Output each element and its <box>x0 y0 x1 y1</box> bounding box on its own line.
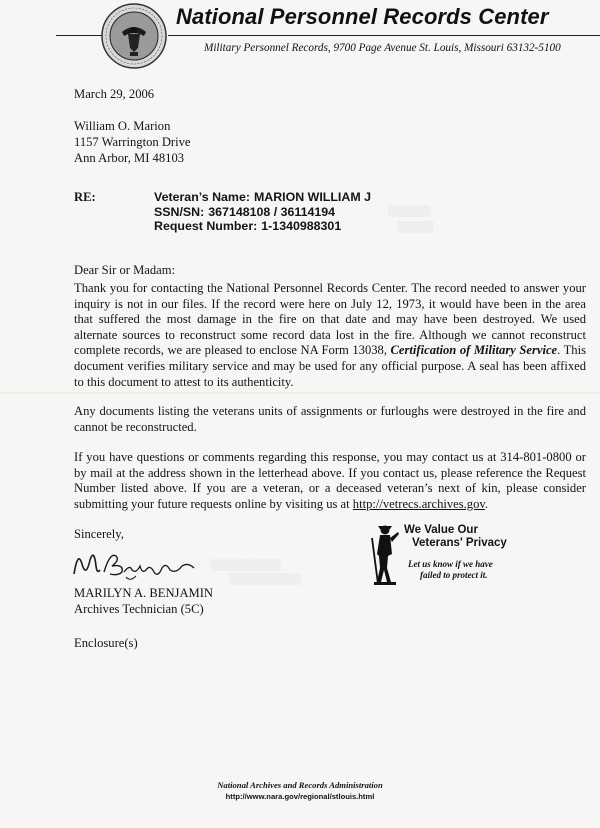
letterhead-address: Military Personnel Records, 9700 Page Avenue St. Louis, Missouri 63132-5100 <box>204 42 561 54</box>
re-veteran-name: Veteran’s Name: MARION WILLIAM J <box>154 190 371 204</box>
privacy-badge <box>368 524 538 588</box>
scan-artifact: ▒▒▒▒▒▒▒▒▒▒ <box>230 574 301 585</box>
handwritten-signature <box>70 544 200 582</box>
footer-org: National Archives and Records Administration <box>217 780 383 790</box>
seal-icon <box>100 2 168 70</box>
scan-artifact: ▒▒▒▒▒ <box>398 222 434 233</box>
closing: Sincerely, <box>74 527 124 541</box>
paper-fold <box>0 392 600 395</box>
minuteman-icon <box>368 524 400 586</box>
paragraph-3: If you have questions or comments regarding this response, you may contact us at 314-801-0800 or by mail at the address shown in the letterhead above. If you contact us, please reference the Request Number listed above. If you are a veteran, or a deceased veteran’s next of kin, please consider submitting your future requests online by visiting us at http://vetrecs.archives.gov. <box>74 450 586 511</box>
privacy-subtitle: Let us know if we have failed to protect it. <box>408 559 493 580</box>
privacy-title: We Value Our Veterans' Privacy <box>404 524 507 549</box>
scan-artifact: ▒▒▒▒▒▒ <box>388 206 431 217</box>
re-request-number: Request Number: 1-1340988301 <box>154 219 342 233</box>
letterhead-title: National Personnel Records Center <box>176 4 549 29</box>
paragraph-2: Any documents listing the veterans units of assignments or furloughs were destroyed in the fire and cannot be reconstructed. <box>74 404 586 434</box>
re-details <box>154 190 371 234</box>
vetrecs-link[interactable]: http://vetrecs.archives.gov <box>352 496 485 511</box>
recipient-street: 1157 Warrington Drive <box>74 135 191 149</box>
paragraph-1: Thank you for contacting the National Personnel Records Center. The record needed to answer your inquiry is not in our files. If the record were here on July 12, 1973, it would have been in the area that suffered the most damage in the fire on that date and may have been destroyed. We used alternate sources to reconstruct some record data lost in the fire. Although we cannot reconstruct complete records, we are pleased to enclose NA Form 13038, Certification of Military Service. This document verifies military service and may be used for any official purpose. A seal has been affixed to this document to attest to its authenticity. <box>74 281 586 389</box>
letterhead-rule-left <box>56 35 102 36</box>
signatory-name: MARILYN A. BENJAMIN <box>74 586 214 600</box>
footer-url[interactable]: http://www.nara.gov/regional/stlouis.html <box>225 792 375 801</box>
salutation: Dear Sir or Madam: <box>74 263 176 277</box>
recipient-name: William O. Marion <box>74 119 171 133</box>
recipient-address <box>74 118 191 166</box>
enclosure-note: Enclosure(s) <box>74 636 138 650</box>
re-ssn: SSN/SN: 367148108 / 36114194 <box>154 204 336 219</box>
scan-artifact: ▒▒▒▒▒▒▒▒▒▒ <box>210 560 281 571</box>
re-label: RE: <box>74 190 96 204</box>
letterhead-rule-right <box>168 35 600 36</box>
recipient-city: Ann Arbor, MI 48103 <box>74 151 185 165</box>
signatory-title: Archives Technician (5C) <box>74 602 204 616</box>
letter-date: March 29, 2006 <box>74 87 155 101</box>
